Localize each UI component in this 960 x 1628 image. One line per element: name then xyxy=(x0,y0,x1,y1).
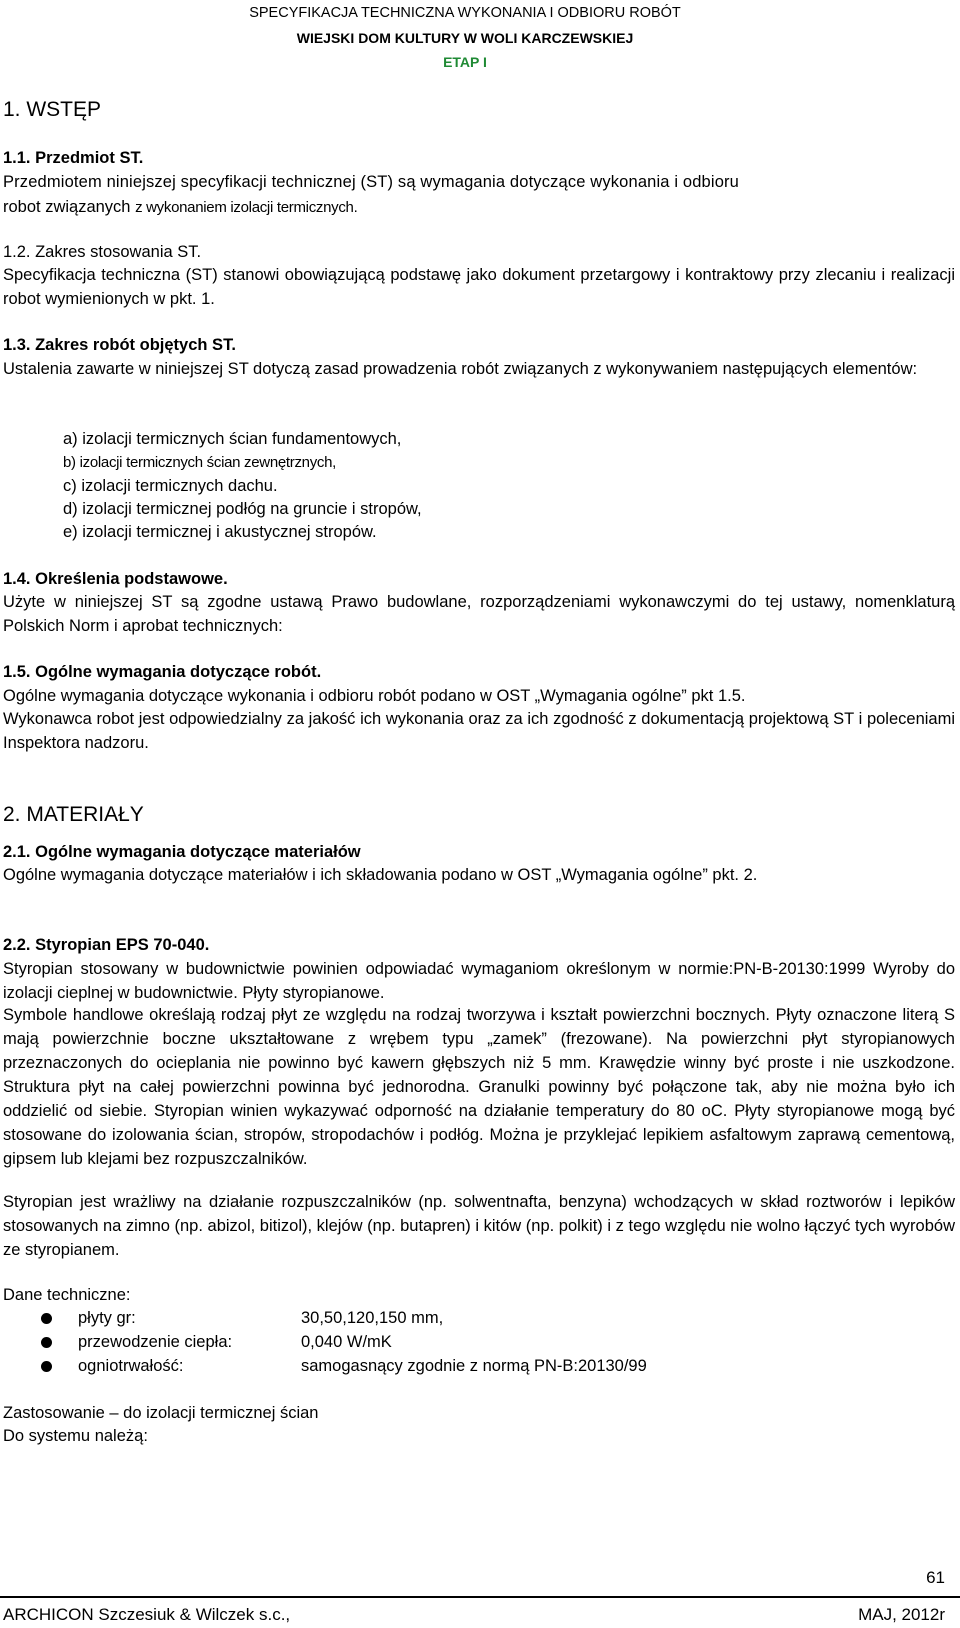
tech-value: 30,50,120,150 mm, xyxy=(301,1309,444,1327)
section-1-heading: 1. WSTĘP xyxy=(3,98,102,121)
list-item-d: d) izolacji termicznej podłóg na gruncie i stropów, xyxy=(63,500,422,518)
section-1-3-text: Ustalenia zawarte w niniejszej ST dotyczą zasad prowadzenia robót związanych z wykonywaniem następujących elementów: xyxy=(3,360,918,378)
tech-row-fire-resistance xyxy=(3,1354,955,1378)
section-1-5-text-1: Ogólne wymagania dotyczące wykonania i odbioru robót podano w OST „Wymagania ogólne” pkt 1.5. xyxy=(3,687,746,705)
section-1-5-text-2: Wykonawca robot jest odpowiedzialny za jakość ich wykonania oraz za ich zgodność z dokumentacją projektową ST i poleceniami Inspektora nadzoru. xyxy=(3,710,955,752)
section-2-heading: 2. MATERIAŁY xyxy=(3,803,144,826)
section-2-2-text-3: Styropian jest wrażliwy na działanie rozpuszczalników (np. solwentnafta, benzyna) wchodzących w skład roztworów i lepików stosowanych na zimno (np. abizol, bitizol), klejów (np. butapren) i kitów (np. polkit) i z tego względu nie wolno łączyć tych wyrobów ze styropianem. xyxy=(3,1193,955,1259)
header-stage: ETAP I xyxy=(443,54,487,70)
list-item-a: a) izolacji termicznych ścian fundamentowych, xyxy=(63,430,402,448)
section-2-1-heading: 2.1. Ogólne wymagania dotyczące materiałów xyxy=(3,843,361,861)
page-number: 61 xyxy=(926,1568,945,1587)
section-1-1-text-line1: Przedmiotem niniejszej specyfikacji technicznej (ST) są wymagania dotyczące wykonania i odbioru xyxy=(3,173,739,191)
tech-label: płyty gr: xyxy=(78,1309,136,1327)
section-2-2-text-1: Styropian stosowany w budownictwie powinien odpowiadać wymaganiom określonym w normie:PN-B-20130:1999 Wyroby do izolacji cieplnej w budownictwie. Płyty styropianowe. xyxy=(3,960,955,1002)
footer-date: MAJ, 2012r xyxy=(858,1605,945,1624)
section-1-1-text-part-narrow: z wykonaniem izolacji termicznych. xyxy=(135,199,358,216)
section-1-2-text: Specyfikacja techniczna (ST) stanowi obowiązującą podstawę jako dokument przetargowy i kontraktowy przy zlecaniu i realizacji robot wymienionych w pkt. 1. xyxy=(3,266,955,308)
section-1-4-text: Użyte w niniejszej ST są zgodne ustawą Prawo budowlane, rozporządzeniami wykonawczymi do tej ustawy, nomenklaturą Polskich Norm i aprobat technicznych: xyxy=(3,593,955,635)
usage-line: Zastosowanie – do izolacji termicznej ścian xyxy=(3,1404,319,1422)
tech-row-conductivity xyxy=(3,1330,955,1354)
list-item-b: b) izolacji termicznych ścian zewnętrznych, xyxy=(63,454,337,471)
section-1-3-heading: 1.3. Zakres robót objętych ST. xyxy=(3,336,236,354)
list-item-e: e) izolacji termicznej i akustycznej stropów. xyxy=(63,523,377,541)
tech-value: samogasnący zgodnie z normą PN-B:20130/99 xyxy=(301,1357,647,1375)
section-2-2-text-2: Symbole handlowe określają rodzaj płyt ze względu na rodzaj tworzywa i kształt powierzchni bocznych. Płyty oznaczone literą S mają powierzchnie boczne ukształtowane z wrębem typu „zamek” (frezowane). Na powierzchni płyt styropianowych przeznaczonych do ocieplania nie powinno być kawern głębszych niż 5 mm. Krawędzie winny być proste i nie uszkodzone. Struktura płyt na całej powierzchni powinna być jednorodna. Granulki powinny być połączone tak, aby nie można było ich oddzielić od siebie. Styropian winien wykazywać odporność na działanie temperatury do 80 oC. Płyty styropianowe mogą być stosowane do izolowania ścian, stropów, stropodachów i podłóg. Można je przyklejać lepikiem asfaltowym zaprawą cementową, gipsem lub klejami bez rozpuszczalników. xyxy=(3,1006,955,1168)
section-1-1-text-part: robot związanych xyxy=(3,198,136,216)
section-1-5-heading: 1.5. Ogólne wymagania dotyczące robót. xyxy=(3,663,322,681)
bullet-icon xyxy=(41,1337,52,1348)
section-1-1-text-line2 xyxy=(3,195,955,220)
footer-divider xyxy=(0,1596,960,1598)
tech-label: przewodzenie ciepła: xyxy=(78,1333,233,1351)
bullet-icon xyxy=(41,1313,52,1324)
tech-label: ogniotrwałość: xyxy=(78,1357,184,1375)
tech-value: 0,040 W/mK xyxy=(301,1333,392,1351)
section-2-1-text: Ogólne wymagania dotyczące materiałów i ich składowania podano w OST „Wymagania ogólne” pkt. 2. xyxy=(3,866,758,884)
tech-row-thickness xyxy=(3,1306,955,1330)
bullet-icon xyxy=(41,1361,52,1372)
system-line: Do systemu należą: xyxy=(3,1427,148,1445)
section-1-2-heading: 1.2. Zakres stosowania ST. xyxy=(3,243,202,261)
footer-company: ARCHICON Szczesiuk & Wilczek s.c., xyxy=(3,1605,291,1624)
header-spec-title: SPECYFIKACJA TECHNICZNA WYKONANIA I ODBIORU ROBÓT xyxy=(249,5,681,21)
tech-data-heading: Dane techniczne: xyxy=(3,1286,131,1304)
section-2-2-heading: 2.2. Styropian EPS 70-040. xyxy=(3,936,210,954)
section-1-1-heading: 1.1. Przedmiot ST. xyxy=(3,149,144,167)
section-1-4-heading: 1.4. Określenia podstawowe. xyxy=(3,570,228,588)
header-project-name: WIEJSKI DOM KULTURY W WOLI KARCZEWSKIEJ xyxy=(296,30,634,46)
list-item-c: c) izolacji termicznych dachu. xyxy=(63,477,278,495)
